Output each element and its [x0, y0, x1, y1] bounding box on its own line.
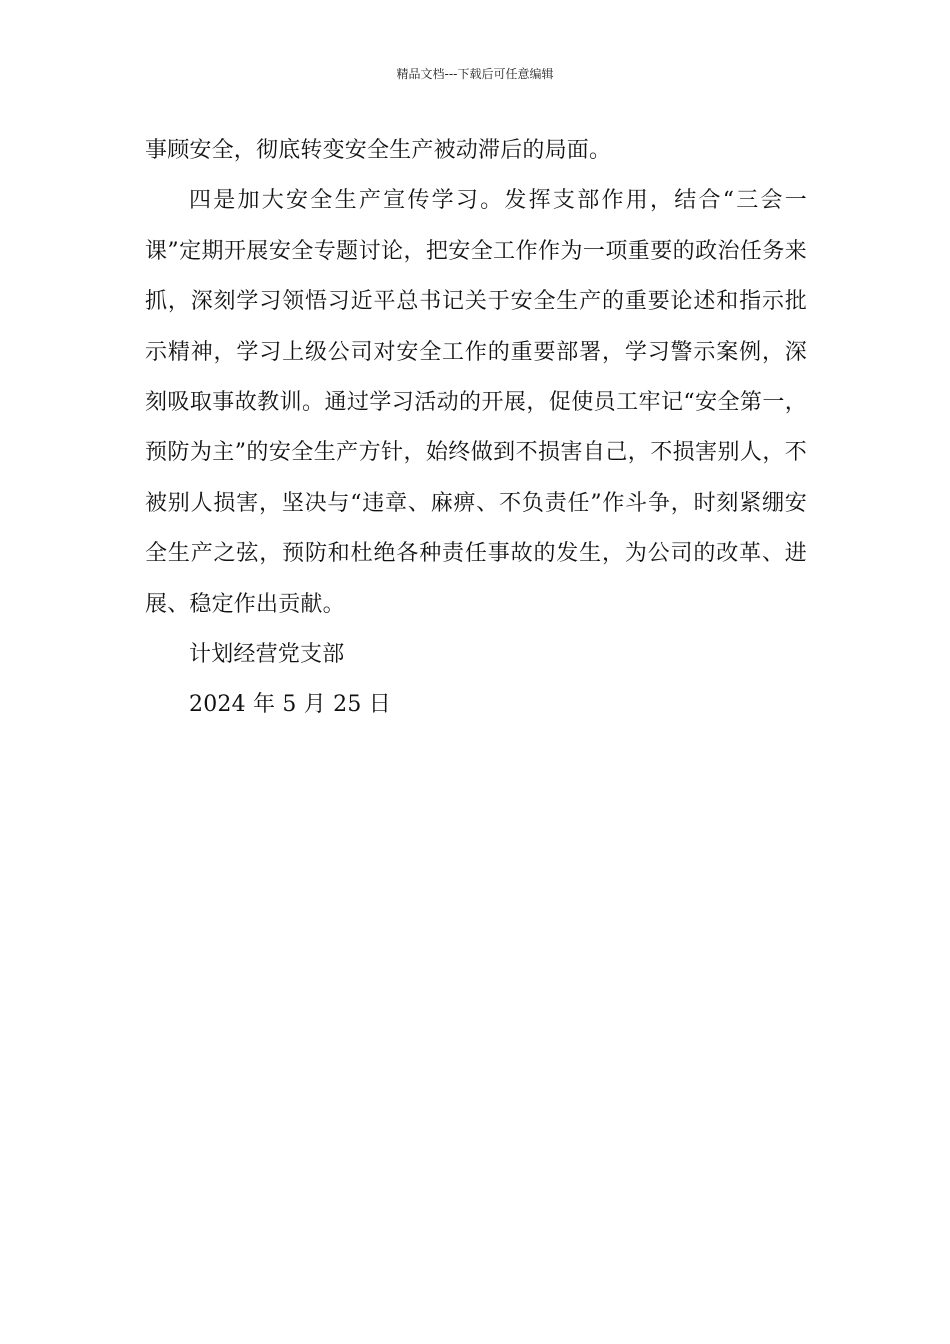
document-body — [145, 126, 807, 731]
paragraph-continuation: 事顾安全，彻底转变安全生产被动滞后的局面。 — [145, 138, 612, 163]
signature-organization: 计划经营党支部 — [189, 642, 345, 668]
paragraph-point-4: 四是加大安全生产宣传学习。发挥支部作用，结合“三会一课”定期开展安全专题讨论，把安全工作作为一项重要的政治任务来抓，深刻学习领悟习近平总书记关于安全生产的重要论述和指示批示精神，学习上级公司对安全工作的重要部署，学习警示案例，深刻吸取事故教训。通过学习活动的开展，促使员工牢记“安全第一，预防为主”的安全生产方针，始终做到不损害自己，不损害别人，不被别人损害，坚决与“违章、麻痹、不负责任”作斗争，时刻紧绷安全生产之弦，预防和杜绝各种责任事故的发生，为公司的改革、进展、稳定作出贡献。 — [145, 188, 807, 617]
signature-date: 2024 年 5 月 25 日 — [189, 692, 391, 718]
page-header: 精品文档---下载后可任意编辑 — [396, 67, 554, 81]
